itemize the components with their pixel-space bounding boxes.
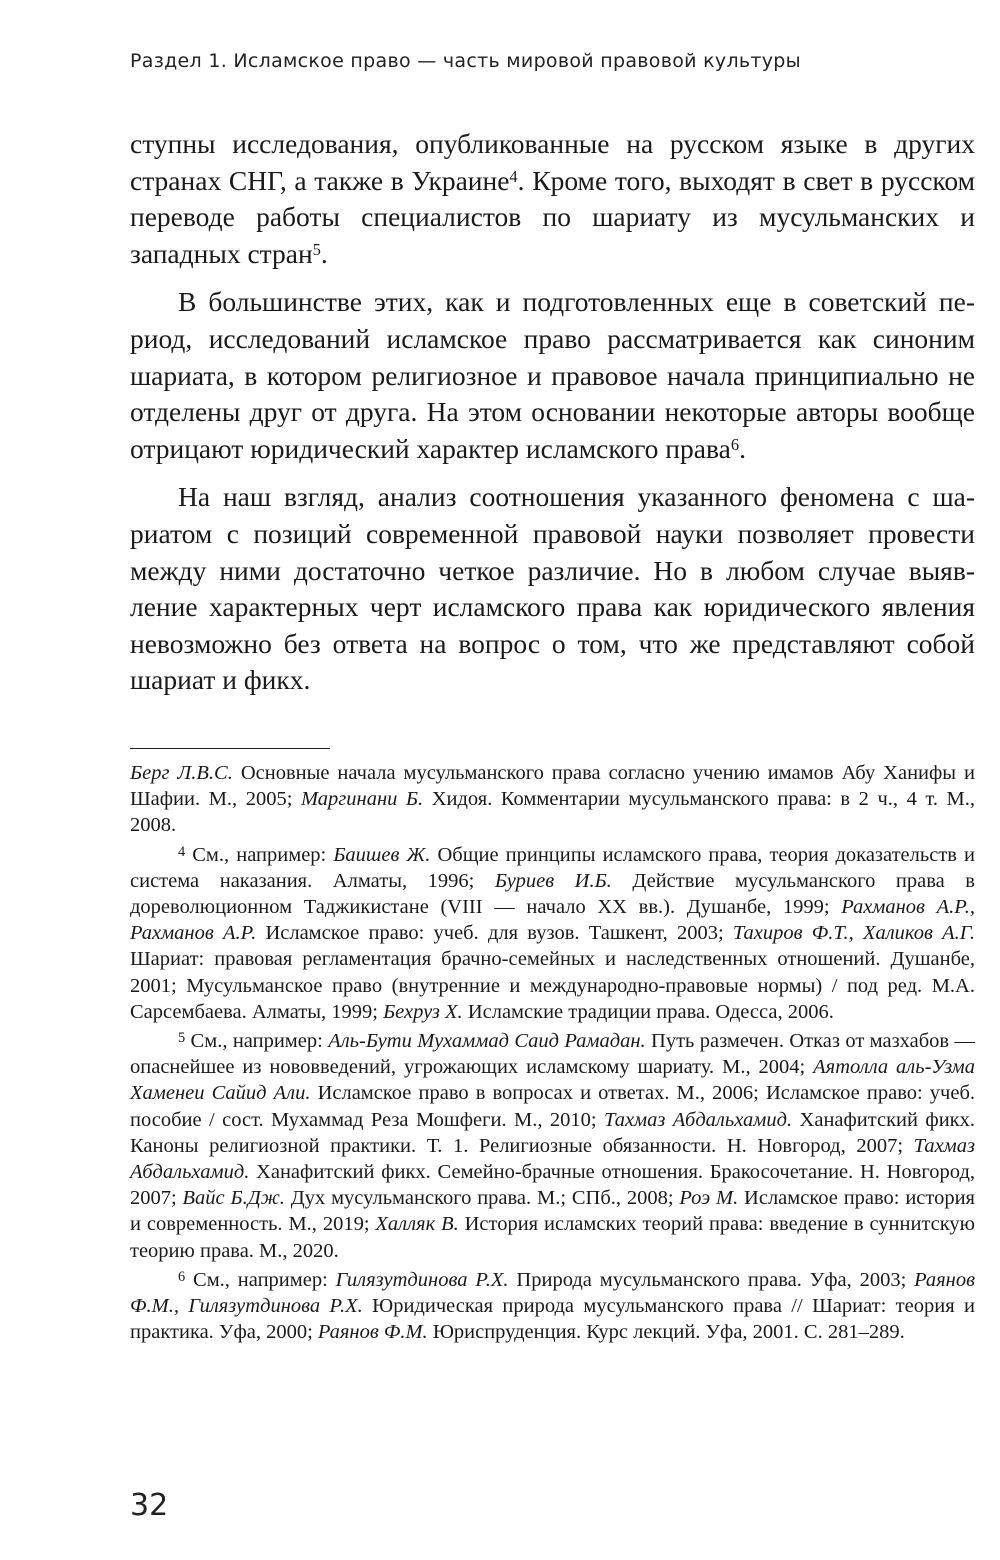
author: Рахманов А.Р., Рахманов А.Р. [130,896,975,945]
text-span: Основные начала мусульманского права согласно учению имамов Абу Ханифы и Шафии. М., 2005; [130,762,975,811]
footnote-5 [130,1028,975,1264]
text-span: Исламское право: история и современность. М., 2019; [130,1187,975,1236]
text-span: Общие принципы исламского права, теория доказательств и система наказания. Алматы, 1996; [130,843,976,892]
author: Бехруз Х. [383,1000,463,1023]
text-span: Юриспруденция. Курс лекций. Уфа, 2001. С. 281–289. [427,1321,905,1344]
footnote-ref-4[interactable]: 4 [509,167,518,187]
text-span: ступны исследования, опубликованные на русском языке в других странах СНГ, а также в Украине [130,128,975,196]
author: Буриев И.Б. [494,869,612,892]
text-span: . Кроме того, выходят в свет в русском переводе работы специалистов по шариату из мусульманских и западных стран [130,164,975,269]
text-span: Юридическая природа мусульманского права // Шариат: теория и практика. Уфа, 2000; [130,1295,975,1344]
running-head: Раздел 1. Исламское право — часть мировой правовой культуры [130,50,801,72]
text-span: Действие мусульманского права в дореволюционном Таджикистане (VIII — начало XX вв.). Душанбе, 1999; [130,869,975,919]
author: Аятолла аль-Узма Хаменеи Сайид Али. [130,1056,975,1105]
page-number: 32 [130,1488,169,1523]
text-span: История исламских теорий права: введение в суннитскую теорию права. М., 2020. [130,1213,975,1262]
text-span: Хидоя. Комментарии мусульманского права: в 2 ч., 4 т. М., 2008. [130,788,975,837]
footnote-separator [130,748,330,749]
author: Аль-Бути Мухаммад Саид Рамадан. [328,1030,646,1053]
footnote-number: 4 [178,843,186,860]
paragraph-1 [130,126,975,272]
author: Берг Л.В.С. [130,762,233,784]
author: Маргинани Б. [301,788,424,811]
author: Раянов Ф.М., Гилязутдинова Р.Х. [130,1268,975,1318]
author: Роэ М. [679,1187,739,1210]
author: Тахиров Ф.Т., Халиков А.Г. [732,922,975,945]
text-span: Исламское право: учеб. для вузов. Ташкент, 2003; [256,922,733,945]
text-span: . [739,432,746,464]
text-span: Ханафитский фикх. Каноны религиозной практики. Т. 1. Религиозные обязанности. Н. Новгород, 2007; [130,1108,975,1157]
text-span: Дух мусульманского права. М.; СПб., 2008; [284,1187,680,1210]
main-text [130,126,975,711]
author: Вайс Б.Дж. [182,1187,285,1210]
footnote-4 [130,842,975,1025]
text-span: См., например: [185,843,334,866]
author: Раянов Ф.М. [317,1321,428,1344]
text-span: См., например: [185,1030,329,1053]
footnote-number: 5 [178,1030,186,1047]
footnote-6 [130,1267,975,1346]
author: Баишев Ж. [333,843,431,866]
footnote-continuation [130,760,975,839]
author: Тахмаз Абдальхамид. [130,1134,975,1184]
footnote-number: 6 [178,1268,186,1285]
footnotes [130,760,975,1348]
author: Гилязутдинова Р.Х. [335,1268,509,1291]
text-span: Природа мусульманского права. Уфа, 2003; [508,1268,915,1291]
text-span: Ханафитский фикх. Семейно-брачные отношения. Бракосочетание. Н. Новгород, 2007; [130,1161,975,1210]
text-span: Исламское право в вопросах и ответах. М., 2006; Исламское право: учеб. пособие / сост. Мухаммад Реза Мошфеги. М., 2010; [130,1082,976,1131]
text-span: . [320,237,328,269]
paragraph-2 [130,284,975,467]
text-span: Шариат: правовая регламентация брачно-семейных и наследственных отношений. Душанбе, 2001; Мусульманское право (внутренние и международно-правовые нормы) / под ред. М.А. Сарсембаева. Алматы, 1999; [130,948,975,1023]
author: Тахмаз Абдальхамид. [604,1108,793,1131]
footnote-ref-6[interactable]: 6 [730,435,740,455]
text-span: Путь размечен. Отказ от мазхабов — опаснейшее из нововведений, угрожающих исламскому шариату. М., 2004; [130,1030,975,1079]
text-span: См., например: [185,1268,336,1291]
footnote-ref-5[interactable]: 5 [312,240,321,260]
text-span: В большинстве этих, как и подготовленных еще в советский период, исследований исламское право рассматривается как синоним шариата, в котором религиозное и правовое начала принципиально не отделены друг от друга. На этом основании некоторые авторы вообще отрицают юридический характер исламского права [130,286,975,464]
paragraph-3: На наш взгляд, анализ соотношения указанного феномена с шариатом с позиций современной правовой науки позволяет провести между ними достаточно четкое различие. Но в любом случае выявление характерных черт исламского права как юридического явления невозможно без ответа на вопрос о том, что же представляют собой шариат и фикх. [130,481,975,696]
text-span: Исламские традиции права. Одесса, 2006. [462,1000,834,1023]
author: Халляк В. [375,1213,459,1236]
